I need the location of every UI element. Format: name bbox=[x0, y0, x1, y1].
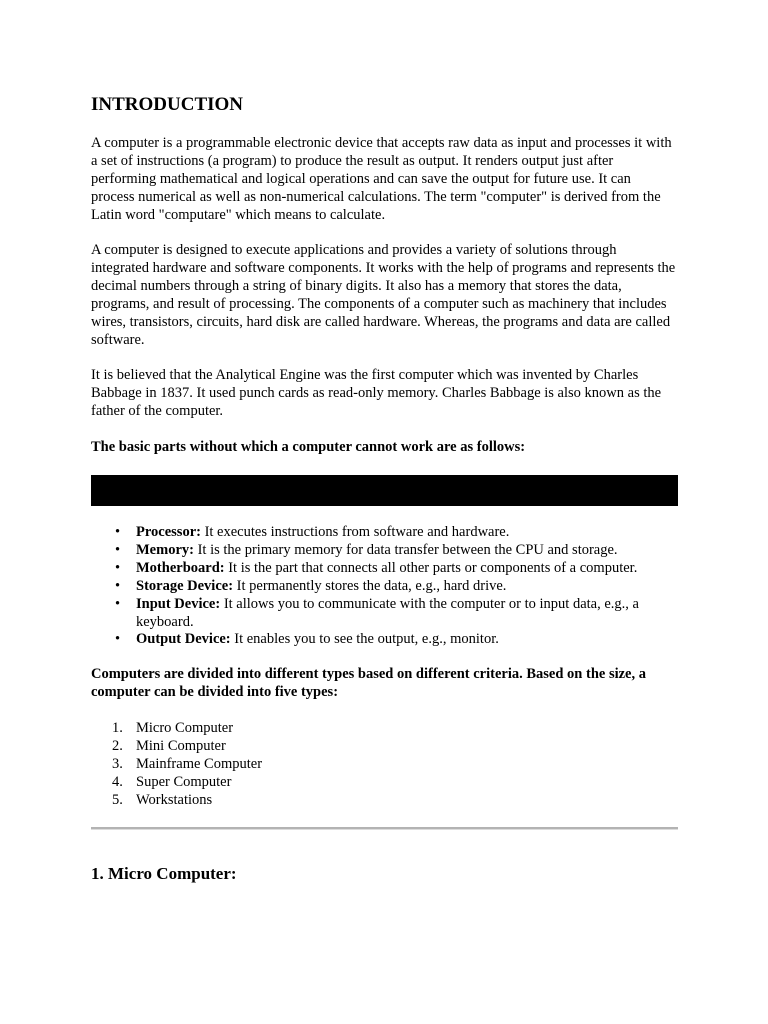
list-item-number: 1. bbox=[112, 720, 123, 736]
list-item bbox=[91, 720, 678, 738]
list-item-term: Output Device: bbox=[136, 631, 231, 648]
list-item-desc: It is the part that connects all other parts or components of a computer. bbox=[224, 559, 638, 576]
list-item-label: Mainframe Computer bbox=[136, 755, 263, 772]
list-item-term: Motherboard: bbox=[136, 559, 225, 576]
list-item bbox=[91, 792, 678, 810]
list-item bbox=[91, 596, 678, 632]
horizontal-divider bbox=[91, 827, 678, 830]
list-item-label: Micro Computer bbox=[136, 720, 234, 736]
list-item-desc: It allows you to communicate with the computer or to input data, e.g., a keyboard. bbox=[136, 595, 639, 630]
parts-intro: The basic parts without which a computer cannot work are as follows: bbox=[91, 439, 526, 455]
list-item-desc: It enables you to see the output, e.g., monitor. bbox=[230, 631, 499, 648]
list-item-label: Workstations bbox=[136, 791, 213, 808]
page-title: INTRODUCTION bbox=[91, 94, 244, 115]
list-item-number: 4. bbox=[112, 773, 123, 790]
parts-list bbox=[91, 524, 678, 649]
list-item bbox=[91, 631, 678, 649]
list-item bbox=[91, 542, 678, 560]
list-item-label: Mini Computer bbox=[136, 737, 226, 754]
list-item-number: 5. bbox=[112, 791, 123, 808]
list-item-term: Memory: bbox=[136, 541, 194, 558]
black-banner bbox=[91, 475, 678, 506]
list-item-label: Super Computer bbox=[136, 773, 232, 790]
list-item bbox=[91, 560, 678, 578]
list-item bbox=[91, 774, 678, 792]
list-item-desc: It permanently stores the data, e.g., hard drive. bbox=[233, 577, 507, 594]
list-item-term: Input Device: bbox=[136, 595, 221, 612]
list-item bbox=[91, 756, 678, 774]
list-item-term: Storage Device: bbox=[136, 577, 234, 594]
list-item-number: 2. bbox=[112, 737, 123, 754]
list-item-desc: It is the primary memory for data transfer between the CPU and storage. bbox=[193, 541, 618, 558]
list-item bbox=[91, 738, 678, 756]
intro-paragraph-2: A computer is designed to execute applications and provides a variety of solutions through integrated hardware and software components. It works with the help of programs and represents the decimal numbers through a string of binary digits. It also has a memory that stores the data, programs, and result of processing. The components of a computer such as machinery that includes wires, transistors, circuits, hard disk are called hardware. Whereas, the programs and data are called software. bbox=[91, 242, 676, 348]
list-item-number: 3. bbox=[112, 755, 123, 772]
list-item-term: Processor: bbox=[136, 524, 201, 540]
types-intro: Computers are divided into different types based on different criteria. Based on the size, a computer can be divided into five types: bbox=[91, 666, 646, 700]
types-list bbox=[91, 720, 678, 810]
intro-paragraph-1: A computer is a programmable electronic device that accepts raw data as input and processes it with a set of instructions (a program) to produce the result as output. It renders output just after performing mathematical and logical operations and can save the output for future use. It can process numerical as well as non-numerical calculations. The term "computer" is derived from the Latin word "computare" which means to calculate. bbox=[91, 135, 672, 223]
list-item bbox=[91, 578, 678, 596]
section-heading: 1. Micro Computer: bbox=[91, 864, 237, 883]
list-item bbox=[91, 524, 678, 542]
intro-paragraph-3: It is believed that the Analytical Engine was the first computer which was invented by Charles Babbage in 1837. It used punch cards as read-only memory. Charles Babbage is also known as the father of the computer. bbox=[91, 367, 662, 419]
list-item-desc: It executes instructions from software and hardware. bbox=[200, 524, 510, 540]
